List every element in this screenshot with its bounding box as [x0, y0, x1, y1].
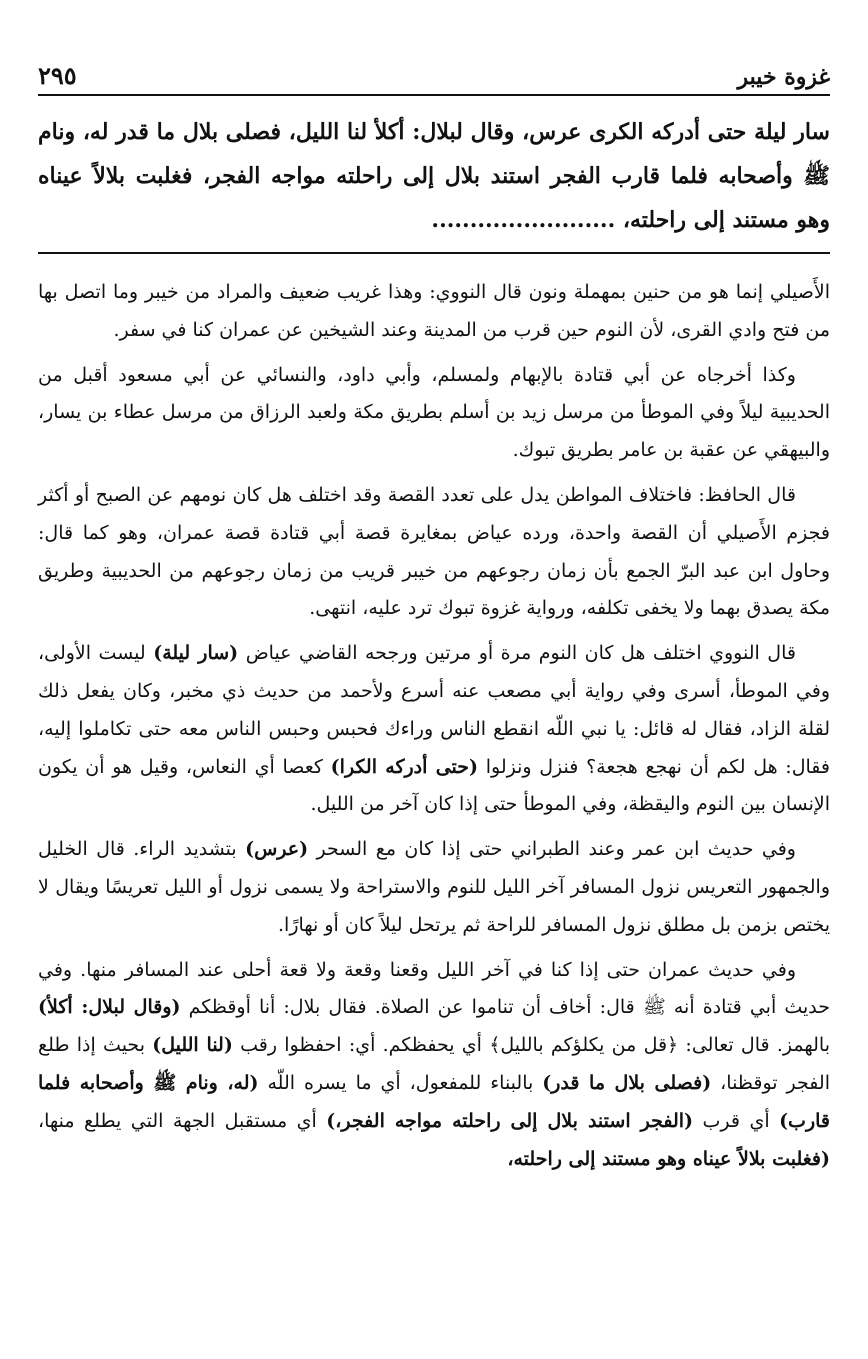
chapter-title: غزوة خيبر [737, 64, 830, 90]
quoted-phrase: (سار ليلة) [153, 642, 239, 665]
commentary [38, 274, 830, 1178]
text-run: وفي حديث عمران حتى إذا كنا في آخر الليل وقعنا وقعة ولا قعة أحلى عند المسافر منها. وفي حديث أبي قتادة أنه ﷺ قال: أخاف أن تناموا عن الصلاة. فقال بلال: أنا أوقظكم [38, 958, 830, 1019]
separator-rule [38, 252, 830, 254]
quoted-phrase: (له، ونام ﷺ وأصحابه فلما قارب) [38, 1071, 830, 1132]
page-header [38, 52, 830, 96]
quoted-phrase: (الفجر استند بلال إلى راحلته مواجه الفجر،) [326, 1109, 694, 1132]
text-run: قال النووي اختلف هل كان النوم مرة أو مرتين ورجحه القاضي عياض [245, 642, 796, 665]
quoted-phrase: (لنا الليل) [152, 1034, 233, 1057]
text-run: بحيث إذا طلع الفجر توقظنا، [38, 1034, 830, 1094]
commentary-paragraph-1: الأَصيلي إنما هو من حنين بمهملة ونون قال النووي: وهذا غريب ضعيف والمراد من خيبر وما اتصل بها من فتح وادي القرى، لأن النوم حين قرب من المدينة وعند الشيخين عن عمران كنا في سفر. [38, 281, 830, 341]
main-text-paragraph: سار ليلة حتى أدركه الكرى عرس، وقال لبلال: أكلأ لنا الليل، فصلى بلال ما قدر له، ونام ﷺ وأصحابه فلما قارب الفجر استند بلال إلى راحلته مواجه الفجر، فغلبت بلالاً عيناه وهو مستند إلى راحلته، ........................ [38, 119, 830, 233]
quoted-phrase: (فغلبت بلالاً عيناه وهو مستند إلى راحلته، [507, 1147, 830, 1170]
commentary-paragraph-3: قال الحافظ: فاختلاف المواطن يدل على تعدد القصة وقد اختلف هل كان نومهم عن الصبح أو أكثر فجزم الأَصيلي أن القصة واحدة، ورده عياض بمغايرة قصة أبي قتادة قصة عمران، وهو كما قال: وحاول ابن عبد البرّ الجمع بأن زمان رجوعهم من خيبر قريب من زمان رجوعهم من الحديبية وطريق مكة يصدق بهما ولا يخفى تكلفه، ورواية غزوة تبوك ترد عليه، انتهى. [38, 483, 830, 620]
text-run: أي مستقبل الجهة التي يطلع منها، [38, 1109, 317, 1132]
commentary-paragraph-6 [38, 952, 830, 1179]
text-run: كعصا أي النعاس، وقيل هو أن يكون الإنسان بين النوم واليقظة، وفي الموطأ حتى إذا كان آخر من الليل. [38, 755, 830, 816]
text-run: بتشديد الراء. قال الخليل والجمهور التعريس نزول المسافر آخر الليل للنوم والاستراحة ولا يسمى نزول أو الليل تعريسًا ويقال لا يختص بزمن بل مطلق نزول المسافر للراحة ثم يرتحل ليلاً كان أو نهارًا. [38, 838, 830, 936]
commentary-paragraph-4 [38, 635, 830, 824]
quoted-phrase: (عرس) [245, 838, 309, 861]
text-run: بالهمز. قال تعالى: ﴿قل من يكلؤكم بالليل﴾ أي يحفظكم. أي: احفظوا رقب [240, 1034, 830, 1057]
commentary-paragraph-5 [38, 831, 830, 944]
quoted-phrase: (حتى أدركه الكرا) [330, 755, 478, 778]
text-run: أي قرب [702, 1109, 770, 1132]
text-run: بالبناء للمفعول، أي ما يسره اللّه [267, 1071, 534, 1094]
text-run: ليست الأولى، وفي الموطأ، أسرى وفي رواية أبي مصعب عنه أسرع ولأحمد من حديث ذي مخبر، وكان يفعل ذلك لقلة الزاد، فقال له قائل: يا نبي اللّه انقطع الناس وراءك فحبس وحبس الناس معه حتى تكاملوا إليه، فقال: هل لكم أن نهجع هجعة؟ فنزل ونزلوا [38, 642, 830, 778]
page-number: ٢٩٥ [38, 61, 77, 90]
commentary-paragraph-2: وكذا أخرجاه عن أبي قتادة بالإبهام ولمسلم، وأبي داود، والنسائي عن أبي مسعود أقبل من الحديبية ليلاً وفي الموطأ من مرسل زيد بن أسلم بطريق مكة ولعبد الرزاق من مرسل عطاء بن يسار، والبيهقي عن عقبة بن عامر بطريق تبوك. [38, 363, 830, 462]
text-run: وفي حديث ابن عمر وعند الطبراني حتى إذا كان مع السحر [316, 838, 796, 861]
main-text [38, 110, 830, 242]
quoted-phrase: (وقال لبلال: أكلأ) [38, 996, 181, 1019]
quoted-phrase: (فصلى بلال ما قدر) [542, 1071, 712, 1094]
